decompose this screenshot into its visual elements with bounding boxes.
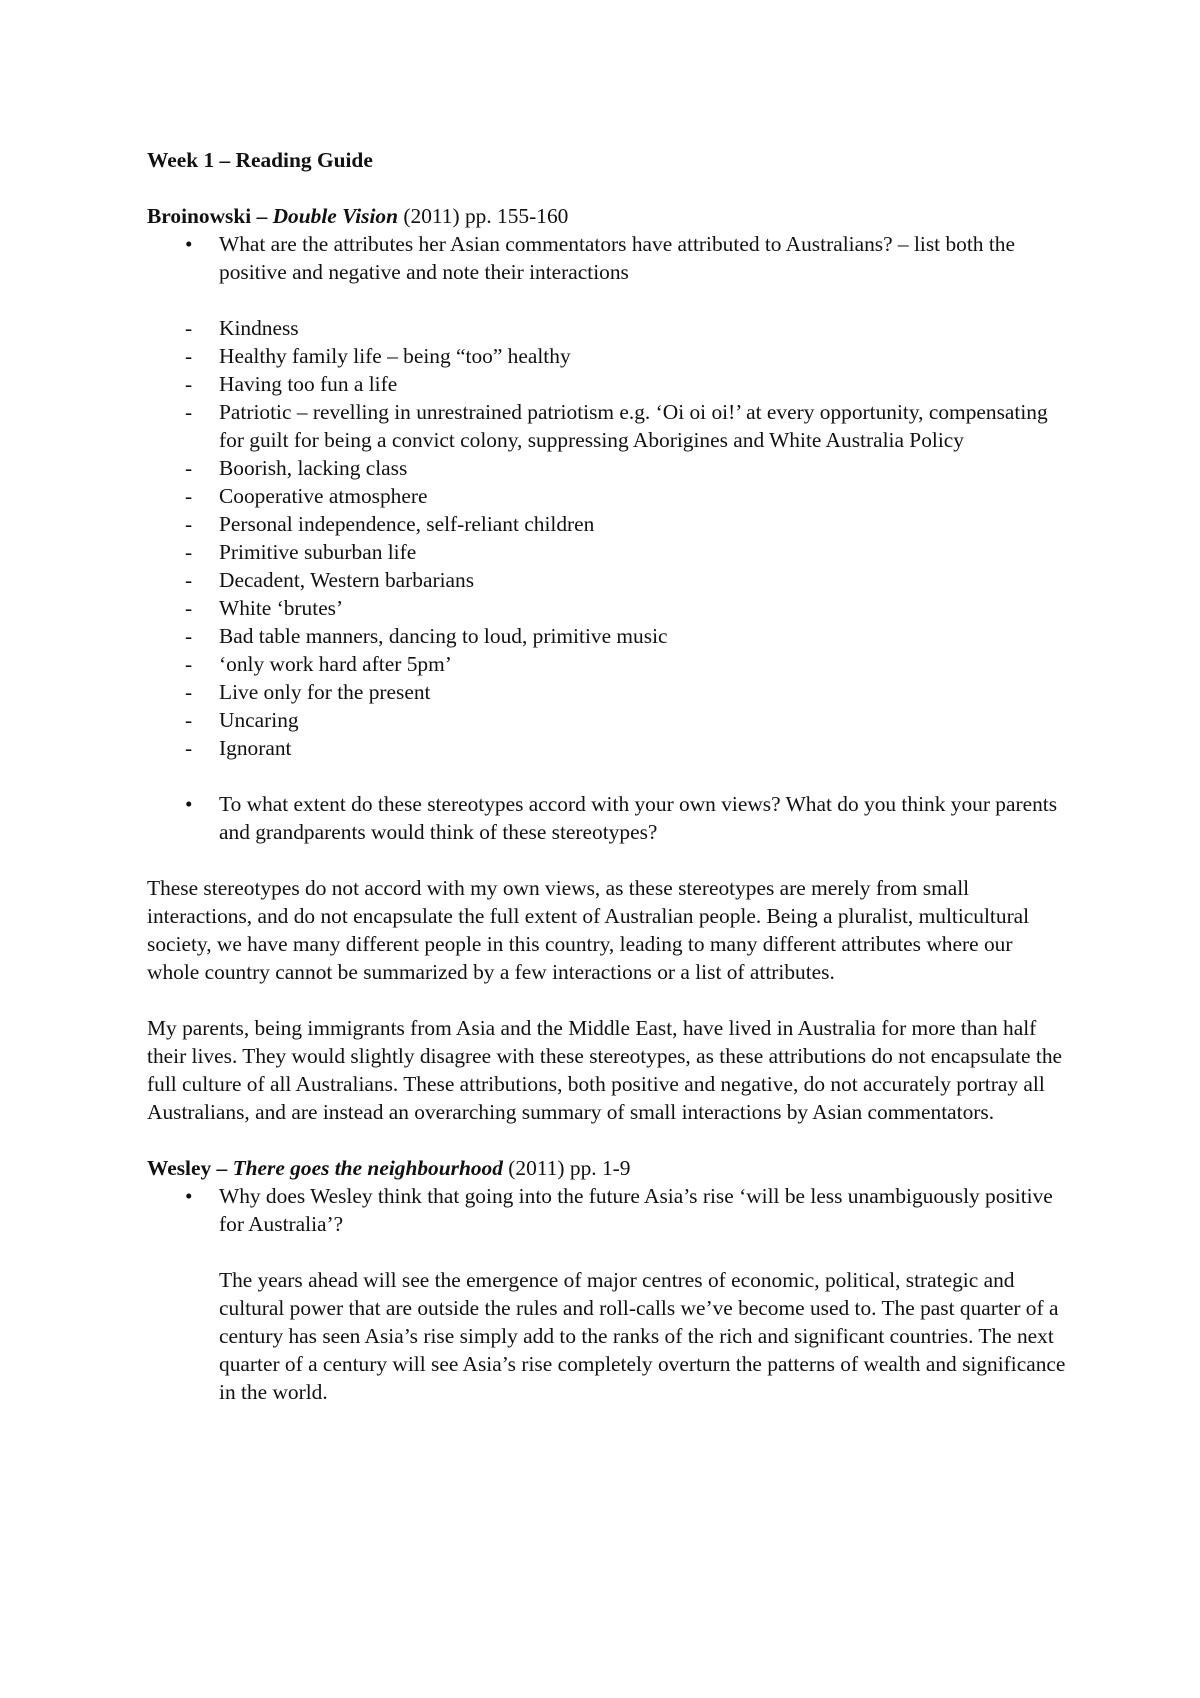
reference-separator: – — [251, 204, 273, 228]
list-item — [147, 566, 1067, 594]
list-item-text: Having too fun a life — [219, 372, 398, 396]
question-text: To what extent do these stereotypes accord with your own views? What do you think your parents and grandparents would think of these stereotypes? — [219, 792, 1058, 844]
page-title: Week 1 – Reading Guide — [147, 148, 373, 172]
list-item — [147, 538, 1067, 566]
list-item — [147, 370, 1067, 398]
list-item — [147, 734, 1067, 762]
section-broinowski — [147, 202, 1067, 1126]
document-page — [147, 146, 1067, 1406]
list-item-text: Live only for the present — [219, 680, 431, 704]
list-item — [147, 706, 1067, 734]
question-item — [147, 790, 1067, 846]
list-item-text: Primitive suburban life — [219, 540, 417, 564]
reference-line — [147, 1154, 1067, 1182]
list-item — [147, 342, 1067, 370]
list-item-text: Bad table manners, dancing to loud, primitive music — [219, 624, 668, 648]
list-item-text: Boorish, lacking class — [219, 456, 408, 480]
dash-marker: - — [185, 708, 193, 732]
list-item — [147, 454, 1067, 482]
dash-marker: - — [185, 344, 193, 368]
reference-work-title: Double Vision — [272, 204, 399, 228]
list-item-text: Decadent, Western barbarians — [219, 568, 475, 592]
list-item — [147, 678, 1067, 706]
list-item-text: Cooperative atmosphere — [219, 484, 428, 508]
dash-marker: - — [185, 680, 193, 704]
bullet-marker: • — [185, 232, 193, 256]
reference-line — [147, 202, 1067, 230]
question-list — [147, 1182, 1067, 1238]
bullet-marker: • — [185, 1184, 193, 1208]
dash-marker: - — [185, 372, 193, 396]
list-item-text: Healthy family life – being “too” healthy — [219, 344, 571, 368]
question-list — [147, 230, 1067, 286]
dash-marker: - — [185, 400, 193, 424]
dash-marker: - — [185, 540, 193, 564]
dash-marker: - — [185, 484, 193, 508]
list-item-text: Uncaring — [219, 708, 299, 732]
reference-author: Wesley — [147, 1156, 212, 1180]
list-item — [147, 482, 1067, 510]
dash-marker: - — [185, 596, 193, 620]
reference-separator: – — [211, 1156, 233, 1180]
dash-marker: - — [185, 568, 193, 592]
list-item-text: Ignorant — [219, 736, 292, 760]
answer-paragraph: My parents, being immigrants from Asia and the Middle East, have lived in Australia for more than half their lives. They would slightly disagree with these stereotypes, as these attributions do not encapsulate the full culture of all Australians. These attributions, both positive and negative, do not accurately portray all Australians, and are instead an overarching summary of small interactions by Asian commentators. — [147, 1016, 1063, 1124]
dash-marker: - — [185, 316, 193, 340]
bullet-marker: • — [185, 792, 193, 816]
dash-marker: - — [185, 512, 193, 536]
list-item — [147, 398, 1067, 454]
dash-marker: - — [185, 652, 193, 676]
reference-author: Broinowski — [147, 204, 252, 228]
list-item — [147, 650, 1067, 678]
question-list — [147, 790, 1067, 846]
list-item-text: Kindness — [219, 316, 299, 340]
list-item-text: ‘only work hard after 5pm’ — [219, 652, 452, 676]
question-text: What are the attributes her Asian commentators have attributed to Australians? – list both the positive and negative and note their interactions — [219, 232, 1015, 284]
dash-marker: - — [185, 624, 193, 648]
dash-marker: - — [185, 736, 193, 760]
dash-marker: - — [185, 456, 193, 480]
list-item — [147, 314, 1067, 342]
section-wesley — [147, 1154, 1067, 1406]
attribute-list — [147, 314, 1067, 762]
list-item — [147, 622, 1067, 650]
reference-citation: (2011) pp. 1-9 — [502, 1156, 631, 1180]
question-text: Why does Wesley think that going into the future Asia’s rise ‘will be less unambiguously positive for Australia’? — [219, 1184, 1053, 1236]
list-item — [147, 510, 1067, 538]
list-item — [147, 594, 1067, 622]
answer-paragraph: These stereotypes do not accord with my own views, as these stereotypes are merely from small interactions, and do not encapsulate the full extent of Australian people. Being a pluralist, multicultural society, we have many different people in this country, leading to many different attributes where our whole country cannot be summarized by a few interactions or a list of attributes. — [147, 876, 1030, 984]
reference-citation: (2011) pp. 155-160 — [398, 204, 569, 228]
list-item-text: Patriotic – revelling in unrestrained patriotism e.g. ‘Oi oi oi!’ at every opportunity, compensating for guilt for being a convict colony, suppressing Aborigines and White Australia Policy — [219, 400, 1048, 452]
reference-work-title: There goes the neighbourhood — [232, 1156, 503, 1180]
answer-paragraph: The years ahead will see the emergence of major centres of economic, political, strategic and cultural power that are outside the rules and roll-calls we’ve become used to. The past quarter of a century has seen Asia’s rise simply add to the ranks of the rich and significant countries. The next quarter of a century will see Asia’s rise completely overturn the patterns of wealth and significance in the world. — [219, 1268, 1066, 1404]
list-item-text: Personal independence, self-reliant children — [219, 512, 595, 536]
question-item — [147, 230, 1067, 286]
question-item — [147, 1182, 1067, 1238]
list-item-text: White ‘brutes’ — [219, 596, 344, 620]
